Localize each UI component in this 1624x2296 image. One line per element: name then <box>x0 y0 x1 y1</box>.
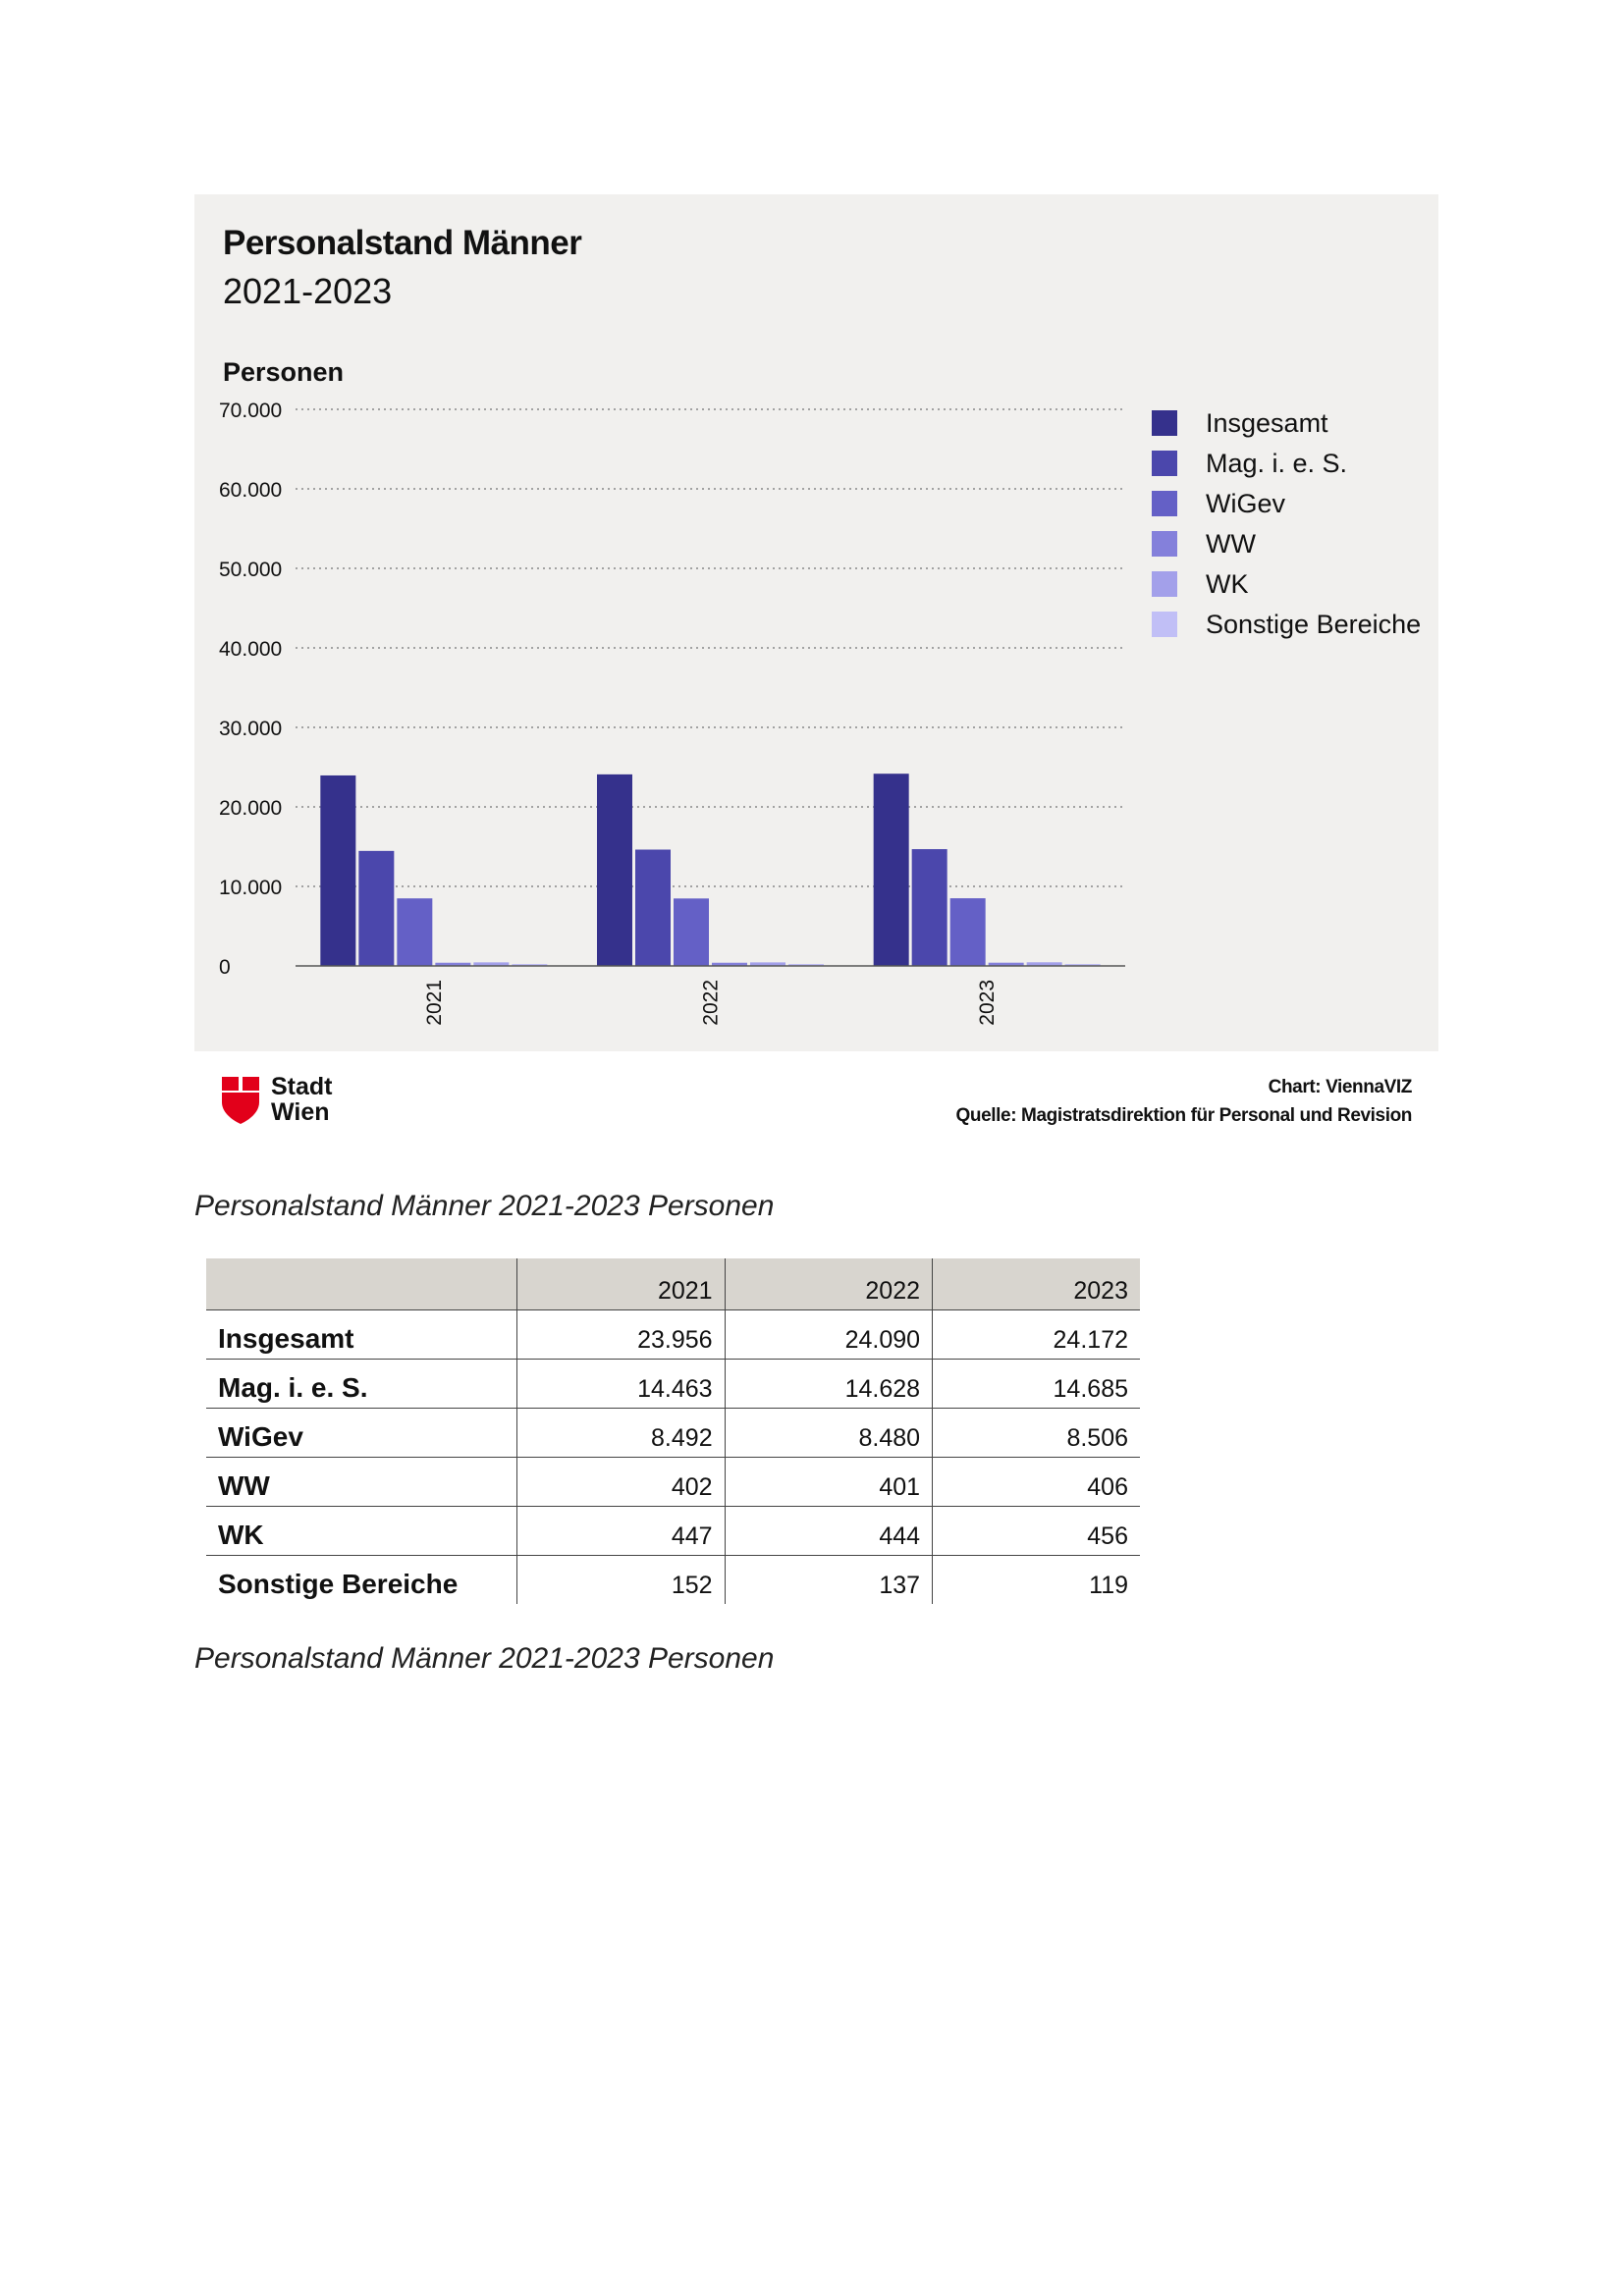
table-cell: 8.506 <box>933 1408 1140 1457</box>
y-tick-label: 30.000 <box>219 718 283 740</box>
y-tick-label: 70.000 <box>219 400 283 422</box>
bar-chart <box>194 194 1438 1051</box>
table-cell: 8.492 <box>517 1408 725 1457</box>
caption-bottom: Personalstand Männer 2021-2023 Personen <box>194 1642 775 1675</box>
table-cell: 447 <box>517 1506 725 1555</box>
table-row <box>206 1359 1140 1408</box>
legend-swatch <box>1152 451 1177 476</box>
legend-swatch <box>1152 612 1177 637</box>
legend-label: Mag. i. e. S. <box>1206 449 1348 478</box>
bar <box>674 898 709 966</box>
row-label: Sonstige Bereiche <box>206 1555 517 1604</box>
table-row <box>206 1457 1140 1506</box>
table-row <box>206 1506 1140 1555</box>
data-table <box>206 1258 1140 1604</box>
y-tick-label: 40.000 <box>219 638 283 661</box>
bar <box>950 898 986 966</box>
row-label: WK <box>206 1506 517 1555</box>
bar <box>597 774 632 966</box>
table-row <box>206 1309 1140 1359</box>
table-cell: 137 <box>725 1555 932 1604</box>
table-cell: 119 <box>1089 1572 1128 1599</box>
chart-title: Personalstand Männer <box>223 224 582 262</box>
row-label: Insgesamt <box>206 1309 517 1359</box>
table-header: 2023 <box>933 1258 1140 1309</box>
table-cell: 456 <box>933 1506 1140 1555</box>
table-cell: 14.628 <box>725 1359 932 1408</box>
bar <box>358 851 394 966</box>
table-row <box>206 1555 1140 1604</box>
y-tick-label: 20.000 <box>219 797 283 820</box>
table-corner <box>206 1258 517 1309</box>
y-tick-label: 60.000 <box>219 479 283 502</box>
legend-label: WiGev <box>1206 489 1285 518</box>
y-tick-label: 10.000 <box>219 877 283 899</box>
table-row <box>206 1408 1140 1457</box>
bar <box>320 775 355 966</box>
bar <box>397 898 432 966</box>
table-cell: 23.956 <box>517 1309 725 1359</box>
bar <box>874 774 909 966</box>
legend-swatch <box>1152 531 1177 557</box>
source-credit: Quelle: Magistratsdirektion für Personal und Revision <box>955 1105 1412 1126</box>
table-cell: 8.480 <box>725 1408 932 1457</box>
legend-label: WW <box>1206 529 1256 559</box>
x-tick-label: 2022 <box>699 980 723 1026</box>
bar <box>912 849 947 966</box>
row-label: WW <box>206 1457 517 1506</box>
legend-label: Insgesamt <box>1206 408 1328 438</box>
y-tick-label: 0 <box>219 956 231 979</box>
logo-line-1: Stadt <box>271 1073 333 1100</box>
table-cell: 444 <box>725 1506 932 1555</box>
table-header: 2022 <box>725 1258 932 1309</box>
table-header-row <box>206 1258 1140 1309</box>
bar <box>635 850 671 966</box>
table-cell: 14.685 <box>933 1359 1140 1408</box>
legend-swatch <box>1152 491 1177 516</box>
caption-top: Personalstand Männer 2021-2023 Personen <box>194 1190 775 1222</box>
legend-label: Sonstige Bereiche <box>1206 610 1422 639</box>
x-tick-label: 2021 <box>422 980 446 1026</box>
legend-swatch <box>1152 410 1177 436</box>
stadt-wien-logo-icon <box>222 1077 259 1124</box>
x-tick-label: 2023 <box>976 980 1000 1026</box>
table-cell: 402 <box>517 1457 725 1506</box>
logo-text <box>271 1074 333 1125</box>
table-cell: 14.463 <box>517 1359 725 1408</box>
y-axis-label: Personen <box>223 357 345 387</box>
table-cell: 24.172 <box>933 1309 1140 1359</box>
legend-swatch <box>1152 571 1177 597</box>
row-label: Mag. i. e. S. <box>206 1359 517 1408</box>
y-tick-label: 50.000 <box>219 559 283 581</box>
table-cell: 24.090 <box>725 1309 932 1359</box>
table-cell: 406 <box>933 1457 1140 1506</box>
chart-credit: Chart: ViennaVIZ <box>1268 1077 1412 1097</box>
table-cell: 152 <box>517 1555 725 1604</box>
legend-label: WK <box>1206 569 1249 599</box>
table-cell: 401 <box>725 1457 932 1506</box>
table-header: 2021 <box>517 1258 725 1309</box>
row-label: WiGev <box>206 1408 517 1457</box>
chart-subtitle: 2021-2023 <box>223 271 393 311</box>
logo-line-2: Wien <box>271 1098 330 1126</box>
